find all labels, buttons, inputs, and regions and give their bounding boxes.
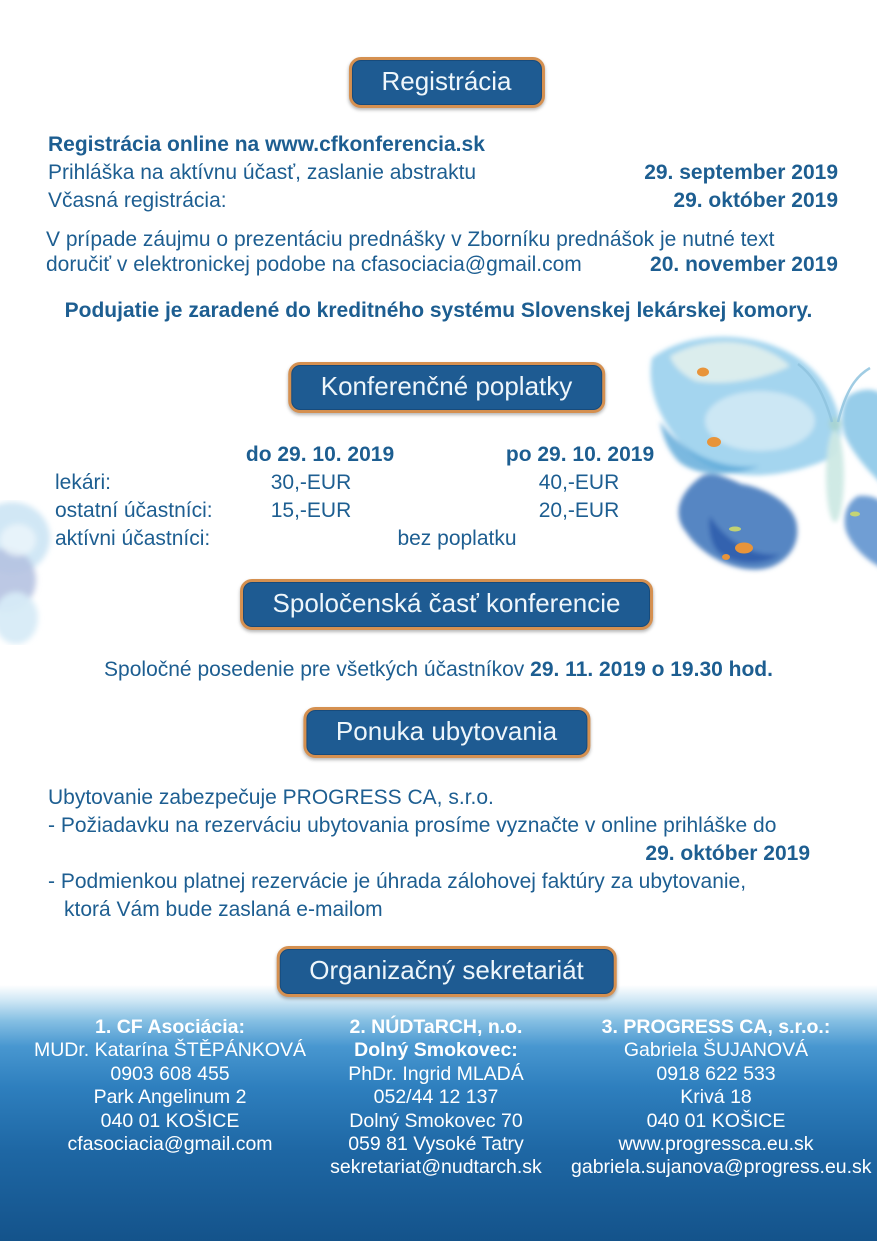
abstract-deadline-date: 20. november 2019 [650,253,838,276]
section-badge-social: Spoločenská časť konferencie [240,579,654,630]
social-event-text: Spoločné posedenie pre všetkých účastníkov [104,658,531,681]
social-event-line [0,656,877,684]
contact-street: Park Angelinum 2 [93,1086,247,1109]
contact-street: Dolný Smokovec 70 [349,1109,523,1132]
contact-city: 040 01 KOŠICE [100,1109,240,1132]
contact-person: PhDr. Ingrid MLADÁ [348,1062,524,1085]
accommodation-deadline-date: 29. október 2019 [645,842,810,865]
section-badge-secretariat: Organizačný sekretariát [276,946,617,997]
registration-row-label: Včasná registrácia: [48,189,227,212]
section-badge-fees: Konferenčné poplatky [288,362,606,413]
contact-person: Gabriela ŠUJANOVÁ [623,1039,809,1062]
contact-phone: 0903 608 455 [110,1062,230,1085]
fees-row-value: 30,-EUR [270,471,352,494]
registration-row [48,159,838,187]
butterfly-watercolor-icon [640,326,877,586]
section-badge-accommodation: Ponuka ubytovania [303,707,590,758]
fees-col-header-before: do 29. 10. 2019 [245,443,395,466]
contact-title: 3. PROGRESS CA, s.r.o.: [601,1016,831,1038]
contact-title2: Dolný Smokovec: [354,1039,518,1062]
contact-person: MUDr. Katarína ŠTĚPÁNKOVÁ [33,1039,306,1062]
accommodation-line3a: - Podmienkou platnej rezervácie je úhrada zálohovej faktúry za ubytovanie, [48,870,747,893]
abstract-note-line2-row [46,252,838,278]
fees-row-value: 15,-EUR [270,499,352,522]
contact-phone: 0918 622 533 [656,1062,776,1085]
fees-row-label: aktívni účastníci: [55,527,211,550]
secretariat-column-cf-asociacia [30,1016,310,1156]
fees-row-value: 20,-EUR [538,499,620,522]
contact-website: www.progressca.eu.sk [618,1133,814,1156]
contact-title: 2. NÚDTaRCH, n.o. [349,1016,523,1038]
registration-row [48,187,838,215]
contact-email: cfasociacia@gmail.com [67,1133,273,1156]
fees-col-header-after: po 29. 10. 2019 [505,443,655,466]
abstract-note-line2: doručiť v elektronickej podobe na cfasociacia@gmail.com [46,253,582,276]
contact-title: 1. CF Asociácia: [95,1016,245,1038]
secretariat-column-nudtarch [316,1016,556,1180]
social-event-datetime: 29. 11. 2019 o 19.30 hod. [530,658,773,681]
registration-row-date: 29. september 2019 [644,161,838,184]
contact-street: Krivá 18 [680,1086,752,1109]
secretariat-column-progress [571,1016,872,1180]
contact-phone: 052/44 12 137 [373,1086,499,1109]
accommodation-line3b: ktorá Vám bude zaslaná e-mailom [64,898,383,921]
accommodation-line2: - Požiadavku na rezerváciu ubytovania prosíme vyznačte v online prihláške do [48,814,777,837]
registration-row-date: 29. október 2019 [673,189,838,212]
abstract-note-line1: V prípade záujmu o prezentáciu prednášky v Zborníku prednášok je nutné text [46,228,775,251]
credit-system-note: Podujatie je zaradené do kreditného systému Slovenskej lekárskej komory. [64,299,813,322]
contact-email: gabriela.sujanova@progress.eu.sk [571,1156,872,1179]
registration-row-label: Prihláška na aktívnu účasť, zaslanie abstraktu [48,161,477,184]
fees-row-label: lekári: [55,471,112,494]
section-badge-registration: Registrácia [348,57,544,108]
accommodation-line1: Ubytovanie zabezpečuje PROGRESS CA, s.r.o. [48,786,494,809]
contact-email: sekretariat@nudtarch.sk [330,1156,542,1179]
contact-city: 059 81 Vysoké Tatry [348,1133,524,1156]
registration-headline: Registrácia online na www.cfkonferencia.sk [48,133,485,156]
contact-city: 040 01 KOŠICE [646,1109,786,1132]
fees-row-value: 40,-EUR [538,471,620,494]
butterfly-wing-fragment-icon [0,500,60,645]
fees-row-value-combined: bez poplatku [397,527,517,550]
fees-row-label: ostatní účastníci: [55,499,213,522]
